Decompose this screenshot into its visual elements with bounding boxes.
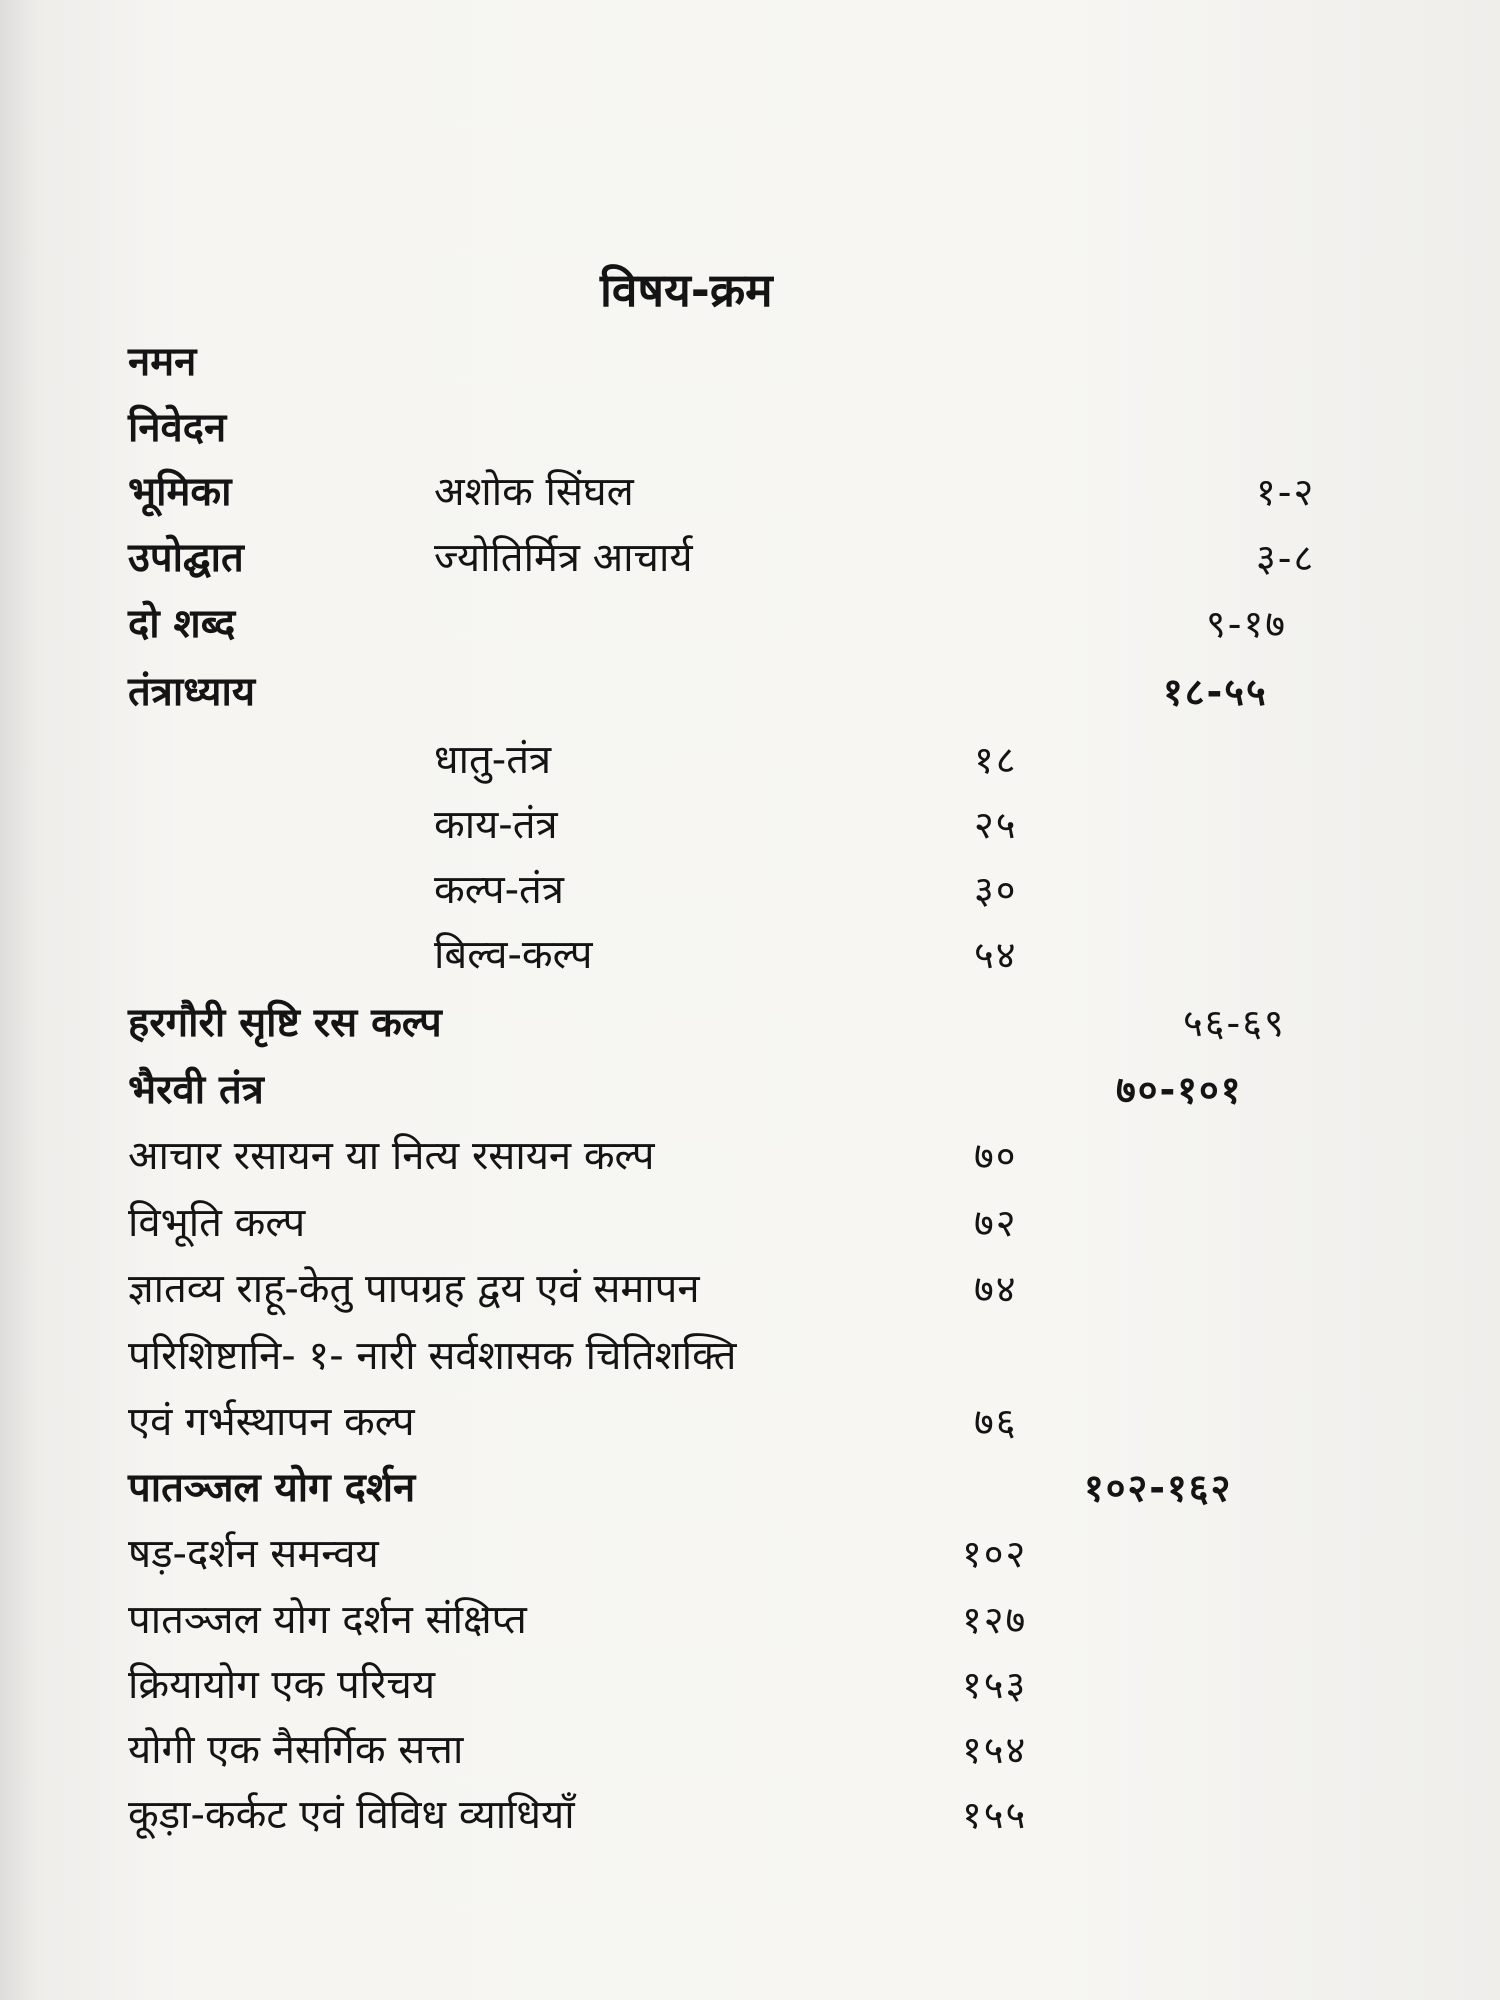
- section-title: तंत्राध्याय: [128, 669, 256, 715]
- subentry-page: १५५: [962, 1793, 1028, 1837]
- section-title: पातञ्जल योग दर्शन: [128, 1465, 416, 1511]
- toc-entry-bhumika: [128, 462, 1358, 522]
- subentry-title: विभूति कल्प: [128, 1200, 306, 1246]
- toc-section-hargauri: [128, 993, 1358, 1053]
- subentry-title: कूड़ा-कर्कट एवं विविध व्याधियाँ: [128, 1792, 575, 1838]
- entry-title: निवेदन: [128, 405, 227, 451]
- entry-title: दो शब्द: [128, 601, 236, 647]
- toc-subentry: [128, 1590, 1128, 1650]
- toc-subentry: [434, 730, 1134, 790]
- toc-entry-naman: [128, 332, 1358, 392]
- section-pages: ७०-१०१: [1116, 1068, 1243, 1112]
- subentry-title: षड़-दर्शन समन्वय: [128, 1531, 379, 1577]
- toc-subentry: [434, 860, 1134, 920]
- subentry-title: धातु-तंत्र: [434, 737, 552, 783]
- section-pages: ५६-६९: [1183, 1001, 1286, 1045]
- toc-subentry: [128, 1720, 1128, 1780]
- page-edge-shadow: [0, 0, 40, 2000]
- subentry-title: ज्ञातव्य राहू-केतु पापग्रह द्वय एवं समापन: [128, 1266, 700, 1312]
- subentry-page: १०२: [962, 1532, 1028, 1576]
- toc-subentry: [128, 1259, 1128, 1319]
- subentry-page: १५४: [962, 1728, 1028, 1772]
- toc-subentry: [128, 1326, 1128, 1386]
- subentry-title: काय-तंत्र: [434, 802, 558, 848]
- subentry-page: ७६: [974, 1400, 1018, 1444]
- subentry-page: ३०: [974, 868, 1018, 912]
- subentry-page: ७४: [974, 1267, 1018, 1311]
- section-pages: १८-५५: [1163, 670, 1268, 714]
- subentry-page: १८: [974, 738, 1018, 782]
- toc-entry-do-shabd: [128, 594, 1358, 654]
- entry-title: भूमिका: [128, 469, 232, 515]
- entry-pages: १-२: [1256, 470, 1316, 514]
- toc-subentry: [128, 1392, 1128, 1452]
- entry-pages: ९-१७: [1206, 602, 1287, 646]
- entry-title: उपोद्घात: [128, 535, 244, 581]
- entry-author: ज्योतिर्मित्र आचार्य: [434, 535, 693, 581]
- toc-section-bhairavi: [128, 1060, 1358, 1120]
- toc-entry-nivedan: [128, 398, 1358, 458]
- subentry-title: क्रियायोग एक परिचय: [128, 1662, 436, 1708]
- toc-section-patanjal: [128, 1458, 1358, 1518]
- entry-author: अशोक सिंघल: [434, 469, 634, 515]
- subentry-page: २५: [974, 803, 1018, 847]
- entry-title: नमन: [128, 339, 197, 385]
- subentry-page: ७२: [974, 1201, 1018, 1245]
- toc-subentry: [434, 925, 1134, 985]
- toc-subentry: [128, 1126, 1128, 1186]
- page-title: विषय-क्रम: [600, 263, 773, 317]
- subentry-title: पातञ्जल योग दर्शन संक्षिप्त: [128, 1597, 527, 1643]
- subentry-title: एवं गर्भस्थापन कल्प: [128, 1399, 415, 1445]
- entry-pages: ३-८: [1256, 536, 1316, 580]
- section-pages: १०२-१६२: [1084, 1466, 1233, 1510]
- toc-subentry: [128, 1785, 1128, 1845]
- subentry-page: ५४: [974, 933, 1018, 977]
- subentry-title: योगी एक नैसर्गिक सत्ता: [128, 1727, 464, 1773]
- toc-entry-upodghat: [128, 528, 1358, 588]
- subentry-page: १२७: [962, 1598, 1028, 1642]
- toc-subentry: [128, 1193, 1128, 1253]
- toc-subentry: [434, 795, 1134, 855]
- toc-section-tantradhyaya: [128, 662, 1358, 722]
- subentry-title: कल्प-तंत्र: [434, 867, 564, 913]
- subentry-page: ७०: [974, 1134, 1018, 1178]
- toc-subentry: [128, 1655, 1128, 1715]
- subentry-title: आचार रसायन या नित्य रसायन कल्प: [128, 1133, 655, 1179]
- toc-subentry: [128, 1524, 1128, 1584]
- subentry-title: बिल्व-कल्प: [434, 932, 593, 978]
- subentry-title: परिशिष्टानि- १- नारी सर्वशासक चितिशक्ति: [128, 1333, 737, 1379]
- subentry-page: १५३: [962, 1663, 1028, 1707]
- section-title: हरगौरी सृष्टि रस कल्प: [128, 1000, 442, 1046]
- section-title: भैरवी तंत्र: [128, 1067, 264, 1113]
